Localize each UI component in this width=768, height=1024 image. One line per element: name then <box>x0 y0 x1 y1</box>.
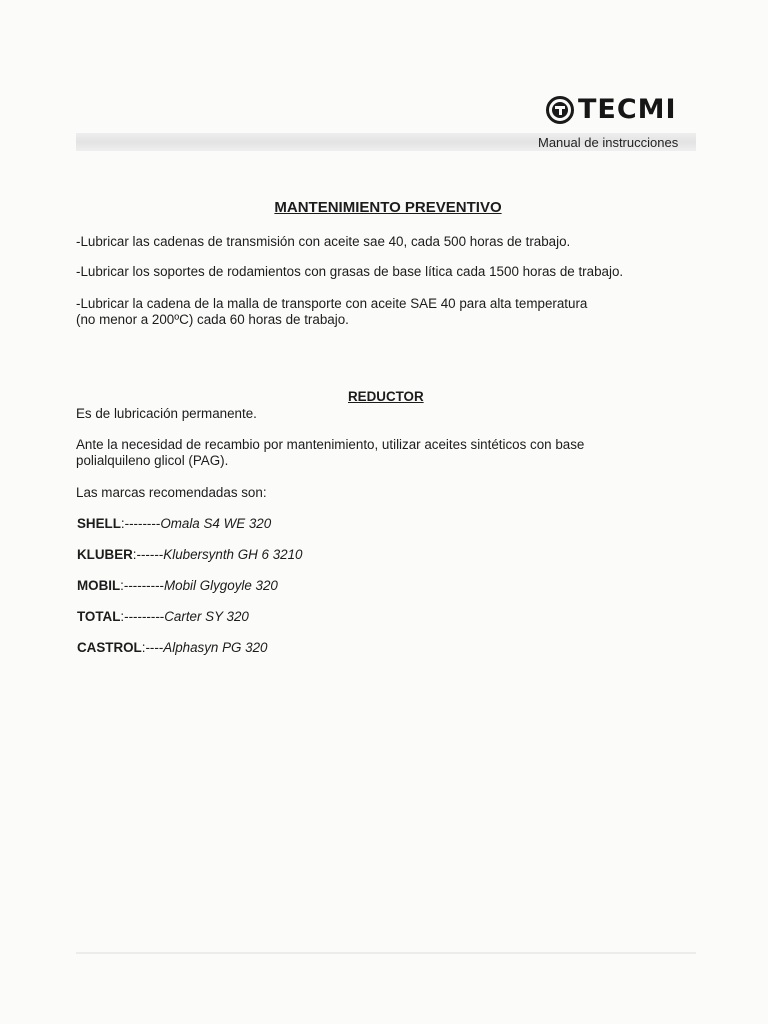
maintenance-item-1 <box>76 234 716 250</box>
brand-row-total <box>77 609 249 624</box>
text-line: Las marcas recomendadas son: <box>76 485 267 500</box>
product-name: Klubersynth GH 6 3210 <box>163 547 303 562</box>
brand-separator: :-------- <box>120 516 161 531</box>
manual-subtitle: Manual de instrucciones <box>538 135 679 150</box>
brand-row-castrol <box>77 640 268 655</box>
text-line: -Lubricar los soportes de rodamientos con grasas de base lítica cada 1500 horas de trabajo. <box>76 264 624 279</box>
maintenance-item-2 <box>76 264 716 280</box>
tecmi-logo-icon <box>546 96 574 124</box>
brand-separator: :--------- <box>120 609 165 624</box>
page-title: MANTENIMIENTO PREVENTIVO <box>274 199 502 216</box>
product-name: Carter SY 320 <box>164 609 249 624</box>
section-title-reductor: REDUCTOR <box>348 389 424 404</box>
brand-row-mobil <box>77 578 278 593</box>
product-name: Alphasyn PG 320 <box>163 640 268 655</box>
brand-name: CASTROL <box>77 640 142 655</box>
brand-row-kluber <box>77 547 302 562</box>
text-line: polialquileno glicol (PAG). <box>76 453 229 468</box>
text-line: Es de lubricación permanente. <box>76 406 257 421</box>
reductor-paragraph-2 <box>76 437 716 469</box>
maintenance-item-3 <box>76 296 716 328</box>
reductor-paragraph-3 <box>76 485 716 501</box>
text-line: (no menor a 200ºC) cada 60 horas de trabajo. <box>76 312 349 327</box>
brand-separator: :------ <box>132 547 164 562</box>
product-name: Omala S4 WE 320 <box>160 516 272 531</box>
reductor-paragraph-1 <box>76 406 716 422</box>
brand-separator: :--------- <box>120 578 164 593</box>
text-line: Ante la necesidad de recambio por mantenimiento, utilizar aceites sintéticos con base <box>76 437 585 452</box>
footer-divider <box>76 952 696 954</box>
brand-name: SHELL <box>77 516 121 531</box>
company-logo <box>546 96 677 124</box>
text-line: -Lubricar la cadena de la malla de transporte con aceite SAE 40 para alta temperatura <box>76 296 588 311</box>
brand-name: TOTAL <box>77 609 121 624</box>
brand-name: KLUBER <box>77 547 133 562</box>
logo-text: TECMI <box>578 94 677 125</box>
brand-name: MOBIL <box>77 578 121 593</box>
brand-separator: :---- <box>141 640 164 655</box>
brand-row-shell <box>77 516 271 531</box>
product-name: Mobil Glygoyle 320 <box>164 578 278 593</box>
text-line: -Lubricar las cadenas de transmisión con aceite sae 40, cada 500 horas de trabajo. <box>76 234 571 249</box>
